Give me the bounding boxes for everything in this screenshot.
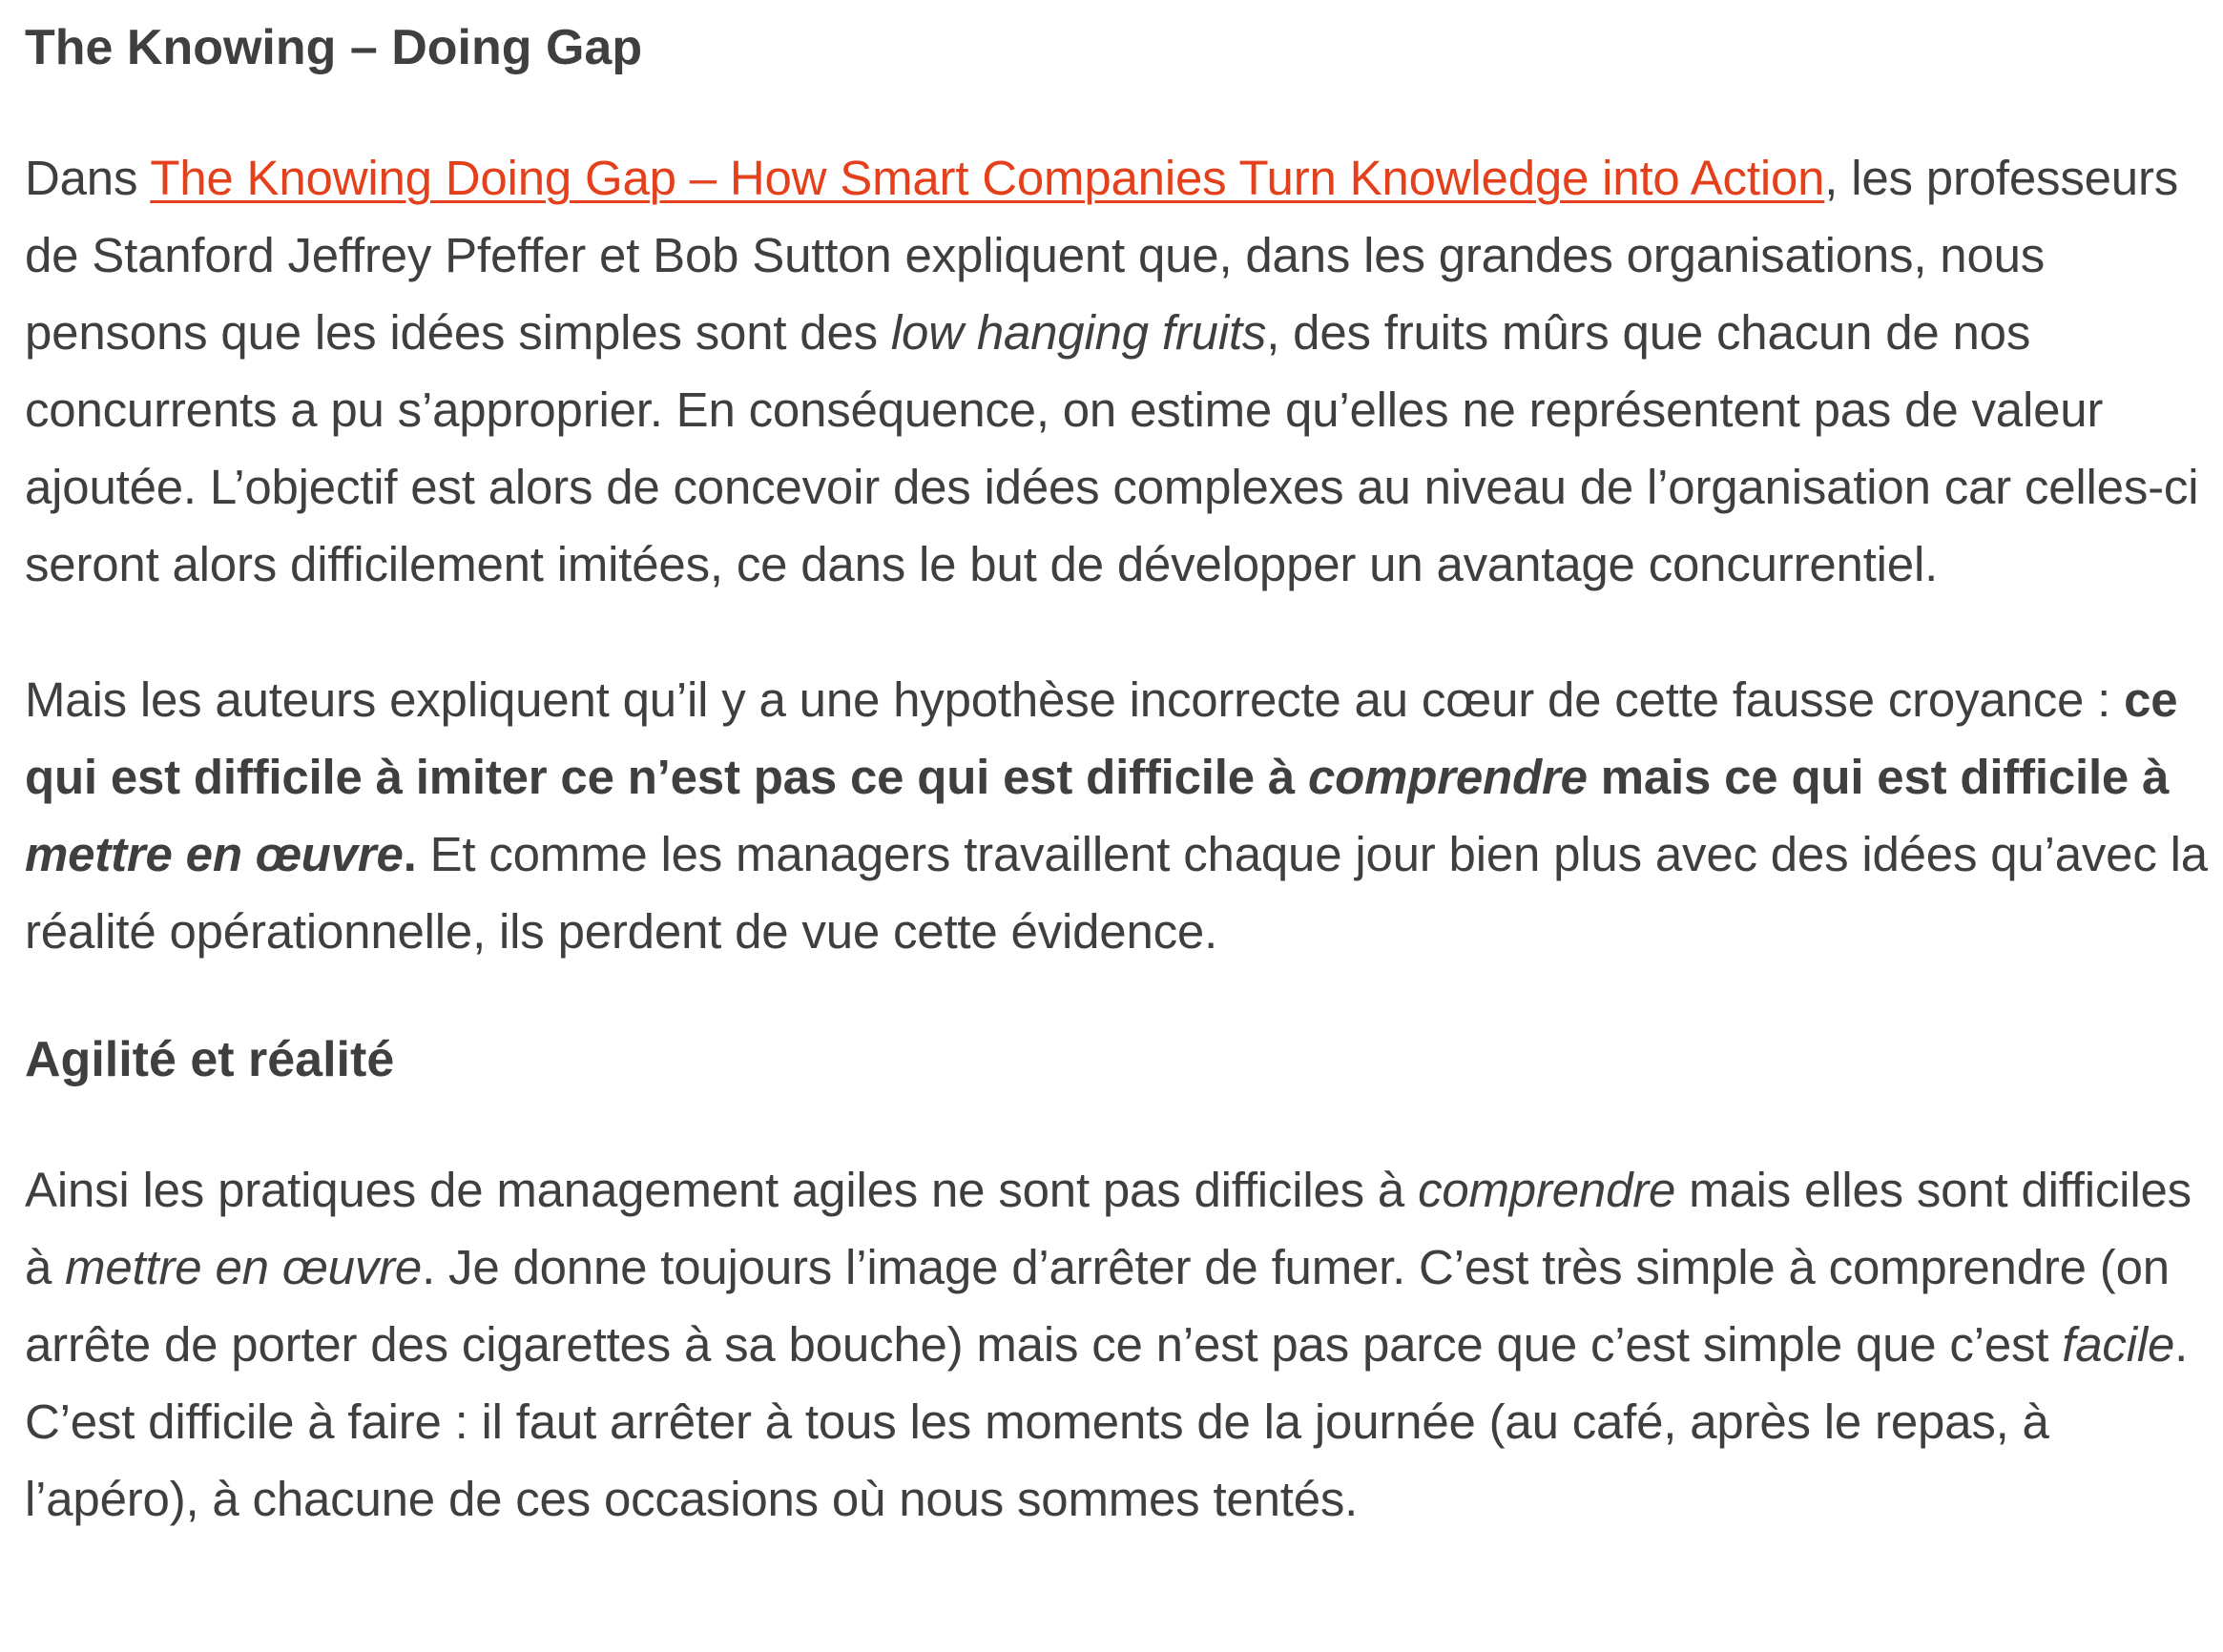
- text-run: . Je donne toujours l’image d’arrêter de fumer. C’est très simple à comprendre (on arrête de porter des cigarettes à sa bouche) mais ce n’est pas parce que c’est simple que c’est: [25, 1240, 2170, 1372]
- text-run: , des fruits mûrs que chacun de nos concurrents a pu s’approprier. En conséquence, on estime qu’elles ne représentent pas de valeur ajoutée. L’objectif est alors de concevoir des idées complexes au niveau de l’organisation car celles-ci seront alors difficilement imitées, ce dans le but de développer un avantage concurrentiel.: [25, 305, 2199, 591]
- text-run: Et comme les managers travaillent chaque jour bien plus avec des idées qu’avec la réalité opérationnelle, ils perdent de vue cette évidence.: [25, 827, 2208, 959]
- italic-phrase: comprendre: [1418, 1163, 1676, 1217]
- text-run: , les professeurs de Stanford Jeffrey Pfeffer et Bob Sutton expliquent que, dans les grandes organisations, nous pensons que les idées simples sont des: [25, 151, 2179, 360]
- article-body: [25, 13, 2210, 1538]
- italic-phrase: facile: [2062, 1317, 2175, 1372]
- text-run: mais elles sont difficiles à: [25, 1163, 2192, 1294]
- italic-phrase: mettre en œuvre: [65, 1240, 423, 1294]
- paragraph-agile-practices: [25, 1151, 2210, 1538]
- bold-run: ce qui est difficile à imiter ce n’est pas ce qui est difficile à: [25, 672, 2178, 804]
- paragraph-intro: [25, 139, 2210, 603]
- text-run: Mais les auteurs expliquent qu’il y a une hypothèse incorrecte au cœur de cette fausse croyance :: [25, 672, 2125, 727]
- text-run: . C’est difficile à faire : il faut arrêter à tous les moments de la journée (au café, après le repas, à l’apéro), à chacune de ces occasions où nous sommes tentés.: [25, 1317, 2189, 1526]
- text-run: Dans: [25, 151, 151, 205]
- section-heading-knowing-doing-gap: The Knowing – Doing Gap: [25, 20, 643, 75]
- bold-italic-phrase: mettre en œuvre: [25, 827, 404, 881]
- bold-run: mais ce qui est difficile à: [1587, 750, 2170, 804]
- italic-phrase: low hanging fruits: [890, 305, 1267, 360]
- book-link[interactable]: The Knowing Doing Gap – How Smart Companies Turn Knowledge into Action: [150, 151, 1825, 205]
- bold-italic-phrase: comprendre: [1308, 750, 1588, 804]
- paragraph-hypothesis: [25, 661, 2210, 970]
- text-run: Ainsi les pratiques de management agiles ne sont pas difficiles à: [25, 1163, 1419, 1217]
- section-heading-agilite-realite: Agilité et réalité: [25, 1032, 395, 1087]
- bold-run: .: [403, 827, 417, 881]
